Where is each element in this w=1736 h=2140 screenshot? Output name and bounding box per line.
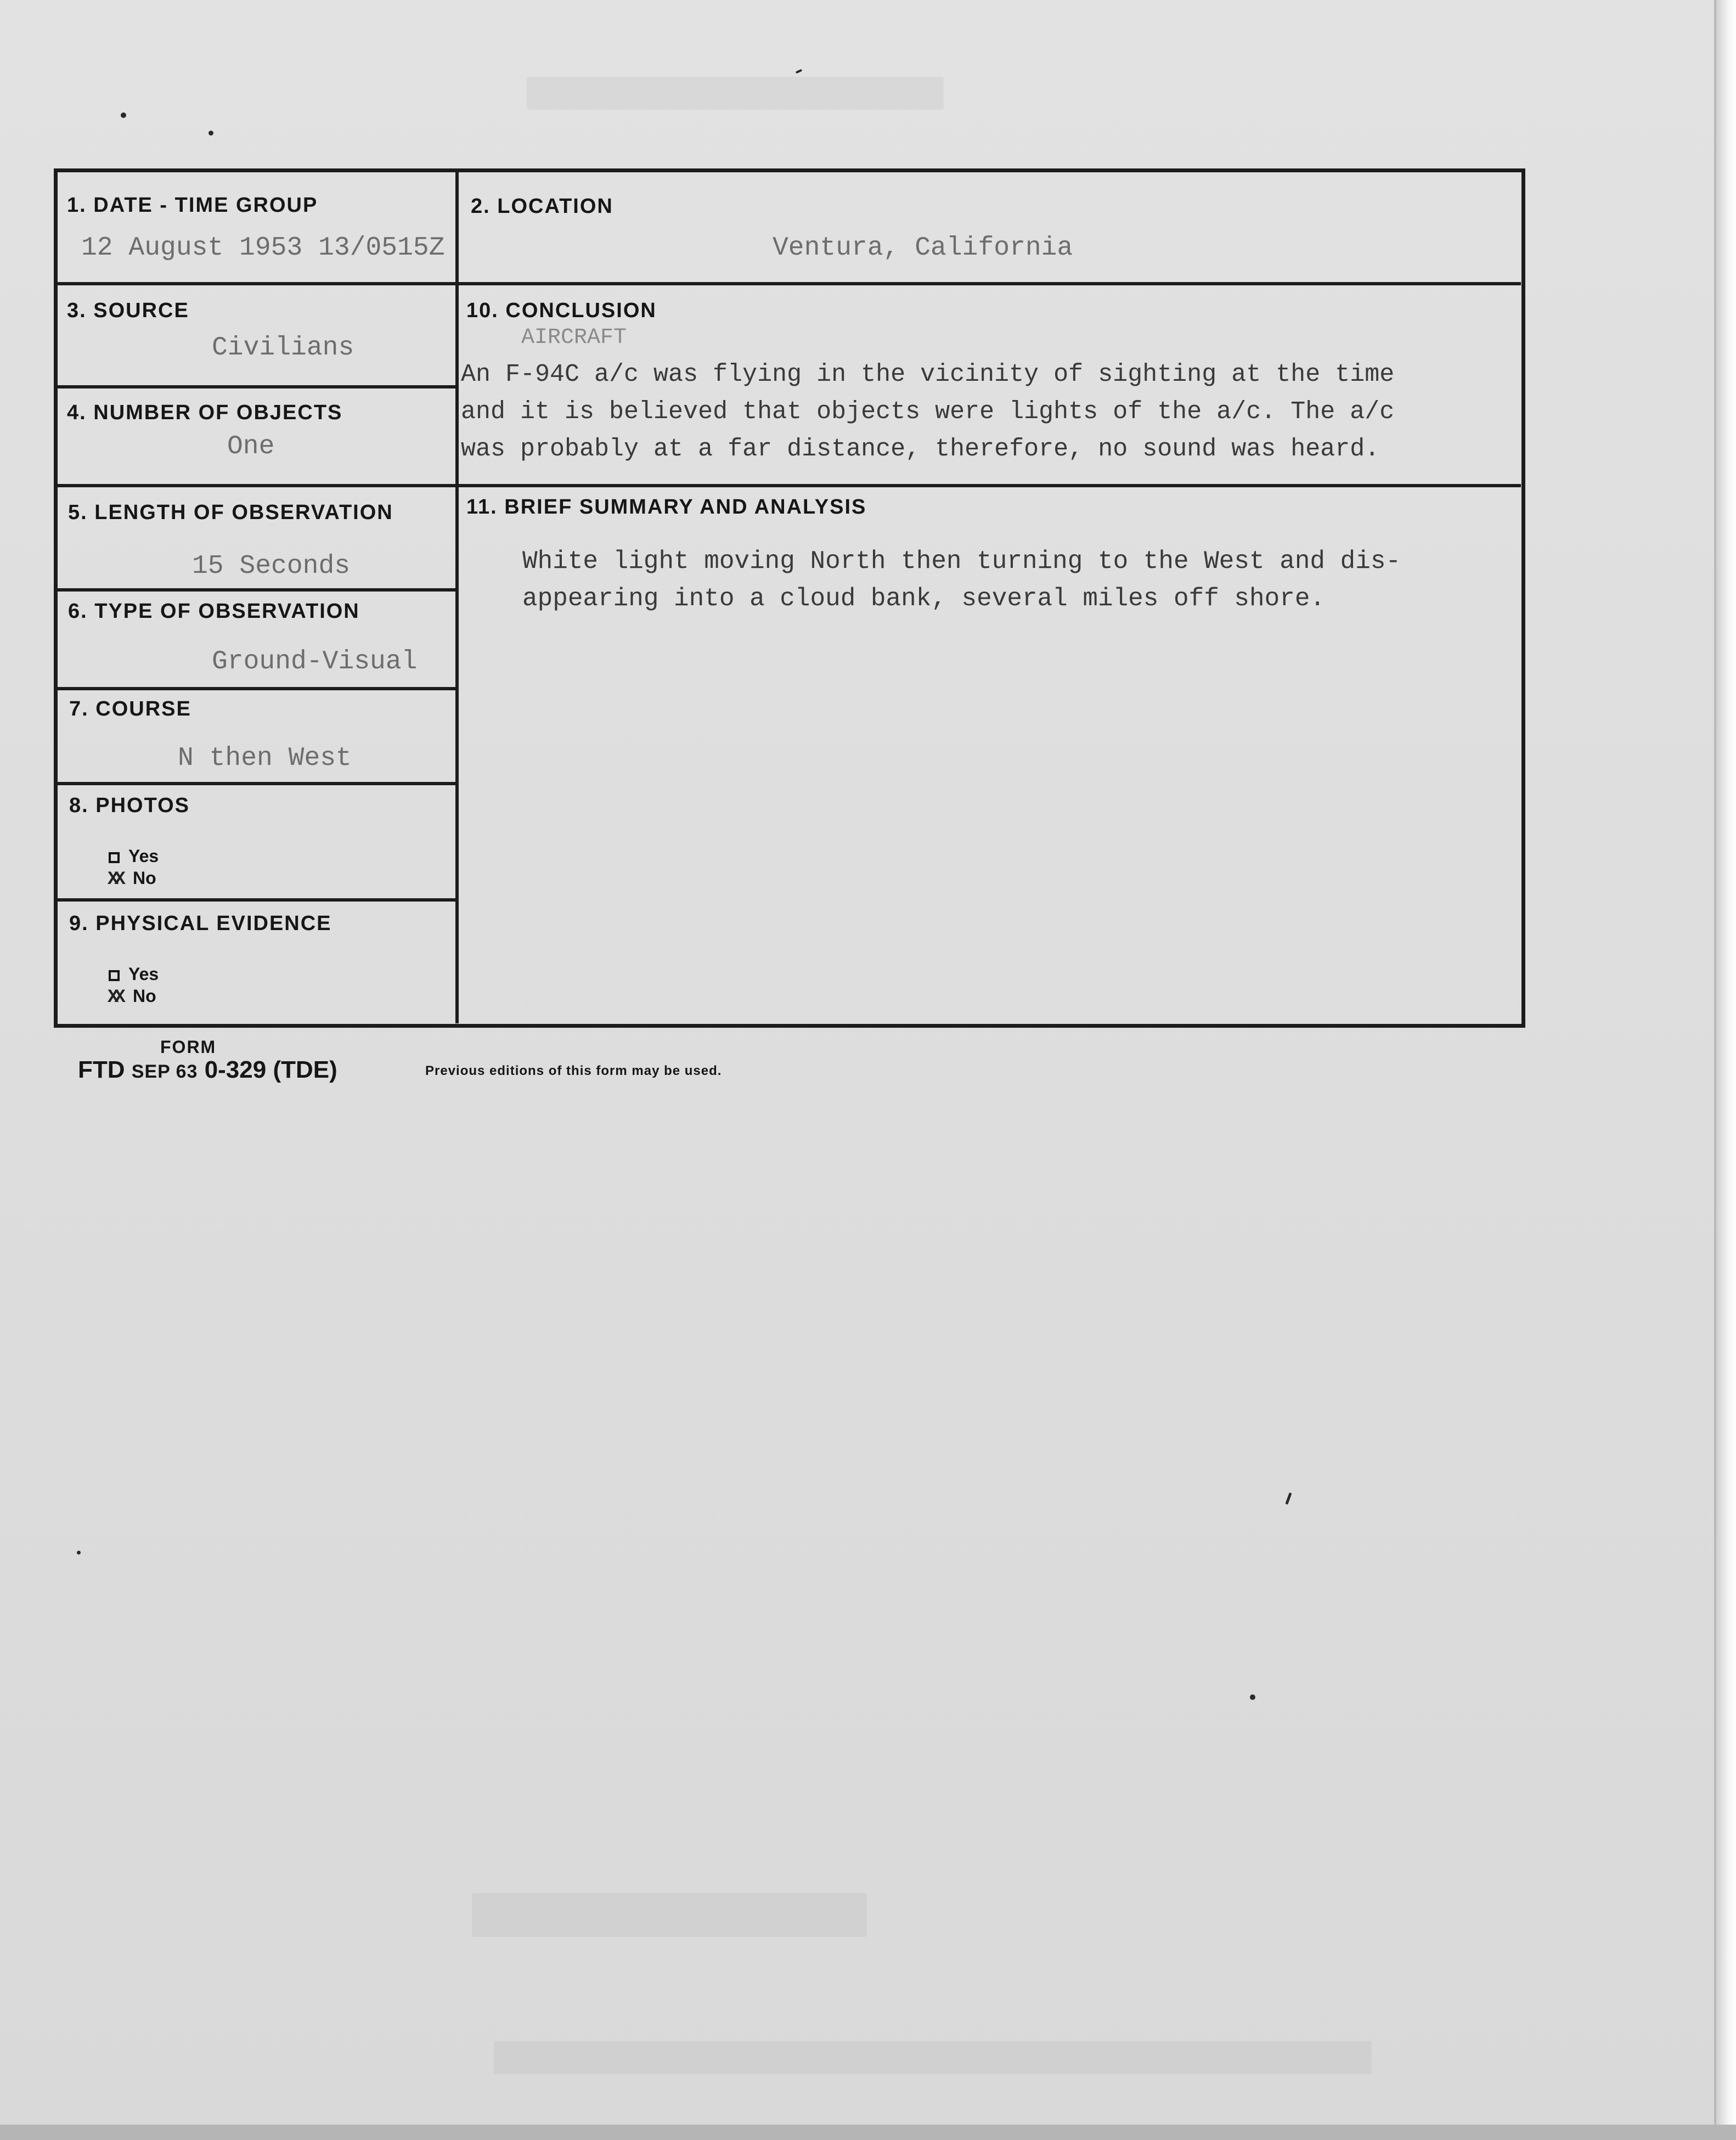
row-divider xyxy=(54,782,459,785)
dust-speck xyxy=(796,69,803,74)
location-value: Ventura, California xyxy=(773,233,1073,263)
conclusion-label: 10. CONCLUSION xyxy=(466,299,657,322)
length-of-observation-value: 15 Seconds xyxy=(192,551,351,581)
course-label: 7. COURSE xyxy=(69,697,191,720)
column-divider xyxy=(455,168,459,1023)
row-divider xyxy=(54,898,459,902)
row-divider xyxy=(54,687,459,690)
dust-speck xyxy=(208,131,213,136)
footer-note: Previous editions of this form may be used. xyxy=(425,1063,722,1078)
physical-evidence-label: 9. PHYSICAL EVIDENCE xyxy=(69,912,332,935)
photos-no-checkbox-checked[interactable]: XX xyxy=(108,869,121,890)
summary-line-2: appearing into a cloud bank, several miles off shore. xyxy=(522,584,1326,613)
summary-label: 11. BRIEF SUMMARY AND ANALYSIS xyxy=(466,495,867,519)
page-edge-right xyxy=(1714,0,1736,2140)
photos-no-option[interactable] xyxy=(108,868,156,888)
location-label: 2. LOCATION xyxy=(471,195,613,218)
dust-speck xyxy=(1250,1694,1255,1700)
footer-number: 0-329 (TDE) xyxy=(204,1056,337,1083)
length-of-observation-label: 5. LENGTH OF OBSERVATION xyxy=(68,501,393,524)
physical-evidence-no-option[interactable] xyxy=(108,986,156,1006)
physical-evidence-no-text: No xyxy=(133,986,156,1006)
bleed-through-mark xyxy=(527,77,944,110)
type-of-observation-value: Ground-Visual xyxy=(212,647,418,677)
physical-evidence-yes-text: Yes xyxy=(128,964,159,984)
photos-yes-text: Yes xyxy=(128,846,159,866)
summary-line-1: White light moving North then turning to the West and dis- xyxy=(522,547,1401,576)
photos-yes-option[interactable] xyxy=(109,846,159,866)
photos-no-text: No xyxy=(133,868,156,888)
dust-speck xyxy=(1285,1493,1292,1505)
conclusion-heading: AIRCRAFT xyxy=(521,325,627,350)
row-divider xyxy=(54,484,1521,487)
conclusion-line-2: and it is believed that objects were lights of the a/c. The a/c xyxy=(461,398,1395,426)
footer-date: SEP 63 xyxy=(131,1061,198,1082)
footer-form-id xyxy=(78,1056,337,1084)
bleed-through-mark xyxy=(494,2041,1372,2074)
conclusion-line-3: was probably at a far distance, therefore, no sound was heard. xyxy=(461,435,1380,463)
footer-ftd: FTD xyxy=(78,1056,125,1083)
physical-evidence-yes-option[interactable] xyxy=(109,964,159,984)
physical-evidence-yes-checkbox[interactable] xyxy=(109,970,120,981)
photos-label: 8. PHOTOS xyxy=(69,794,190,817)
conclusion-line-1: An F-94C a/c was flying in the vicinity of sighting at the time xyxy=(461,361,1395,388)
bleed-through-mark xyxy=(472,1893,867,1937)
photos-yes-checkbox[interactable] xyxy=(109,852,120,863)
physical-evidence-no-checkbox-checked[interactable]: XX xyxy=(108,987,121,1008)
report-form xyxy=(54,168,1522,1024)
page-edge-bottom xyxy=(0,2125,1736,2140)
source-label: 3. SOURCE xyxy=(67,299,189,322)
date-time-group-value: 12 August 1953 13/0515Z xyxy=(81,233,445,263)
course-value: N then West xyxy=(178,744,352,773)
number-of-objects-value: One xyxy=(227,432,275,461)
row-divider xyxy=(54,588,459,592)
footer-form-word: FORM xyxy=(160,1037,217,1057)
type-of-observation-label: 6. TYPE OF OBSERVATION xyxy=(68,600,360,623)
date-time-group-label: 1. DATE - TIME GROUP xyxy=(67,194,318,217)
dust-speck xyxy=(121,112,126,118)
number-of-objects-label: 4. NUMBER OF OBJECTS xyxy=(67,401,343,424)
row-divider xyxy=(54,282,1521,285)
source-value: Civilians xyxy=(212,333,354,363)
row-divider xyxy=(54,385,459,388)
dust-speck xyxy=(77,1551,81,1555)
